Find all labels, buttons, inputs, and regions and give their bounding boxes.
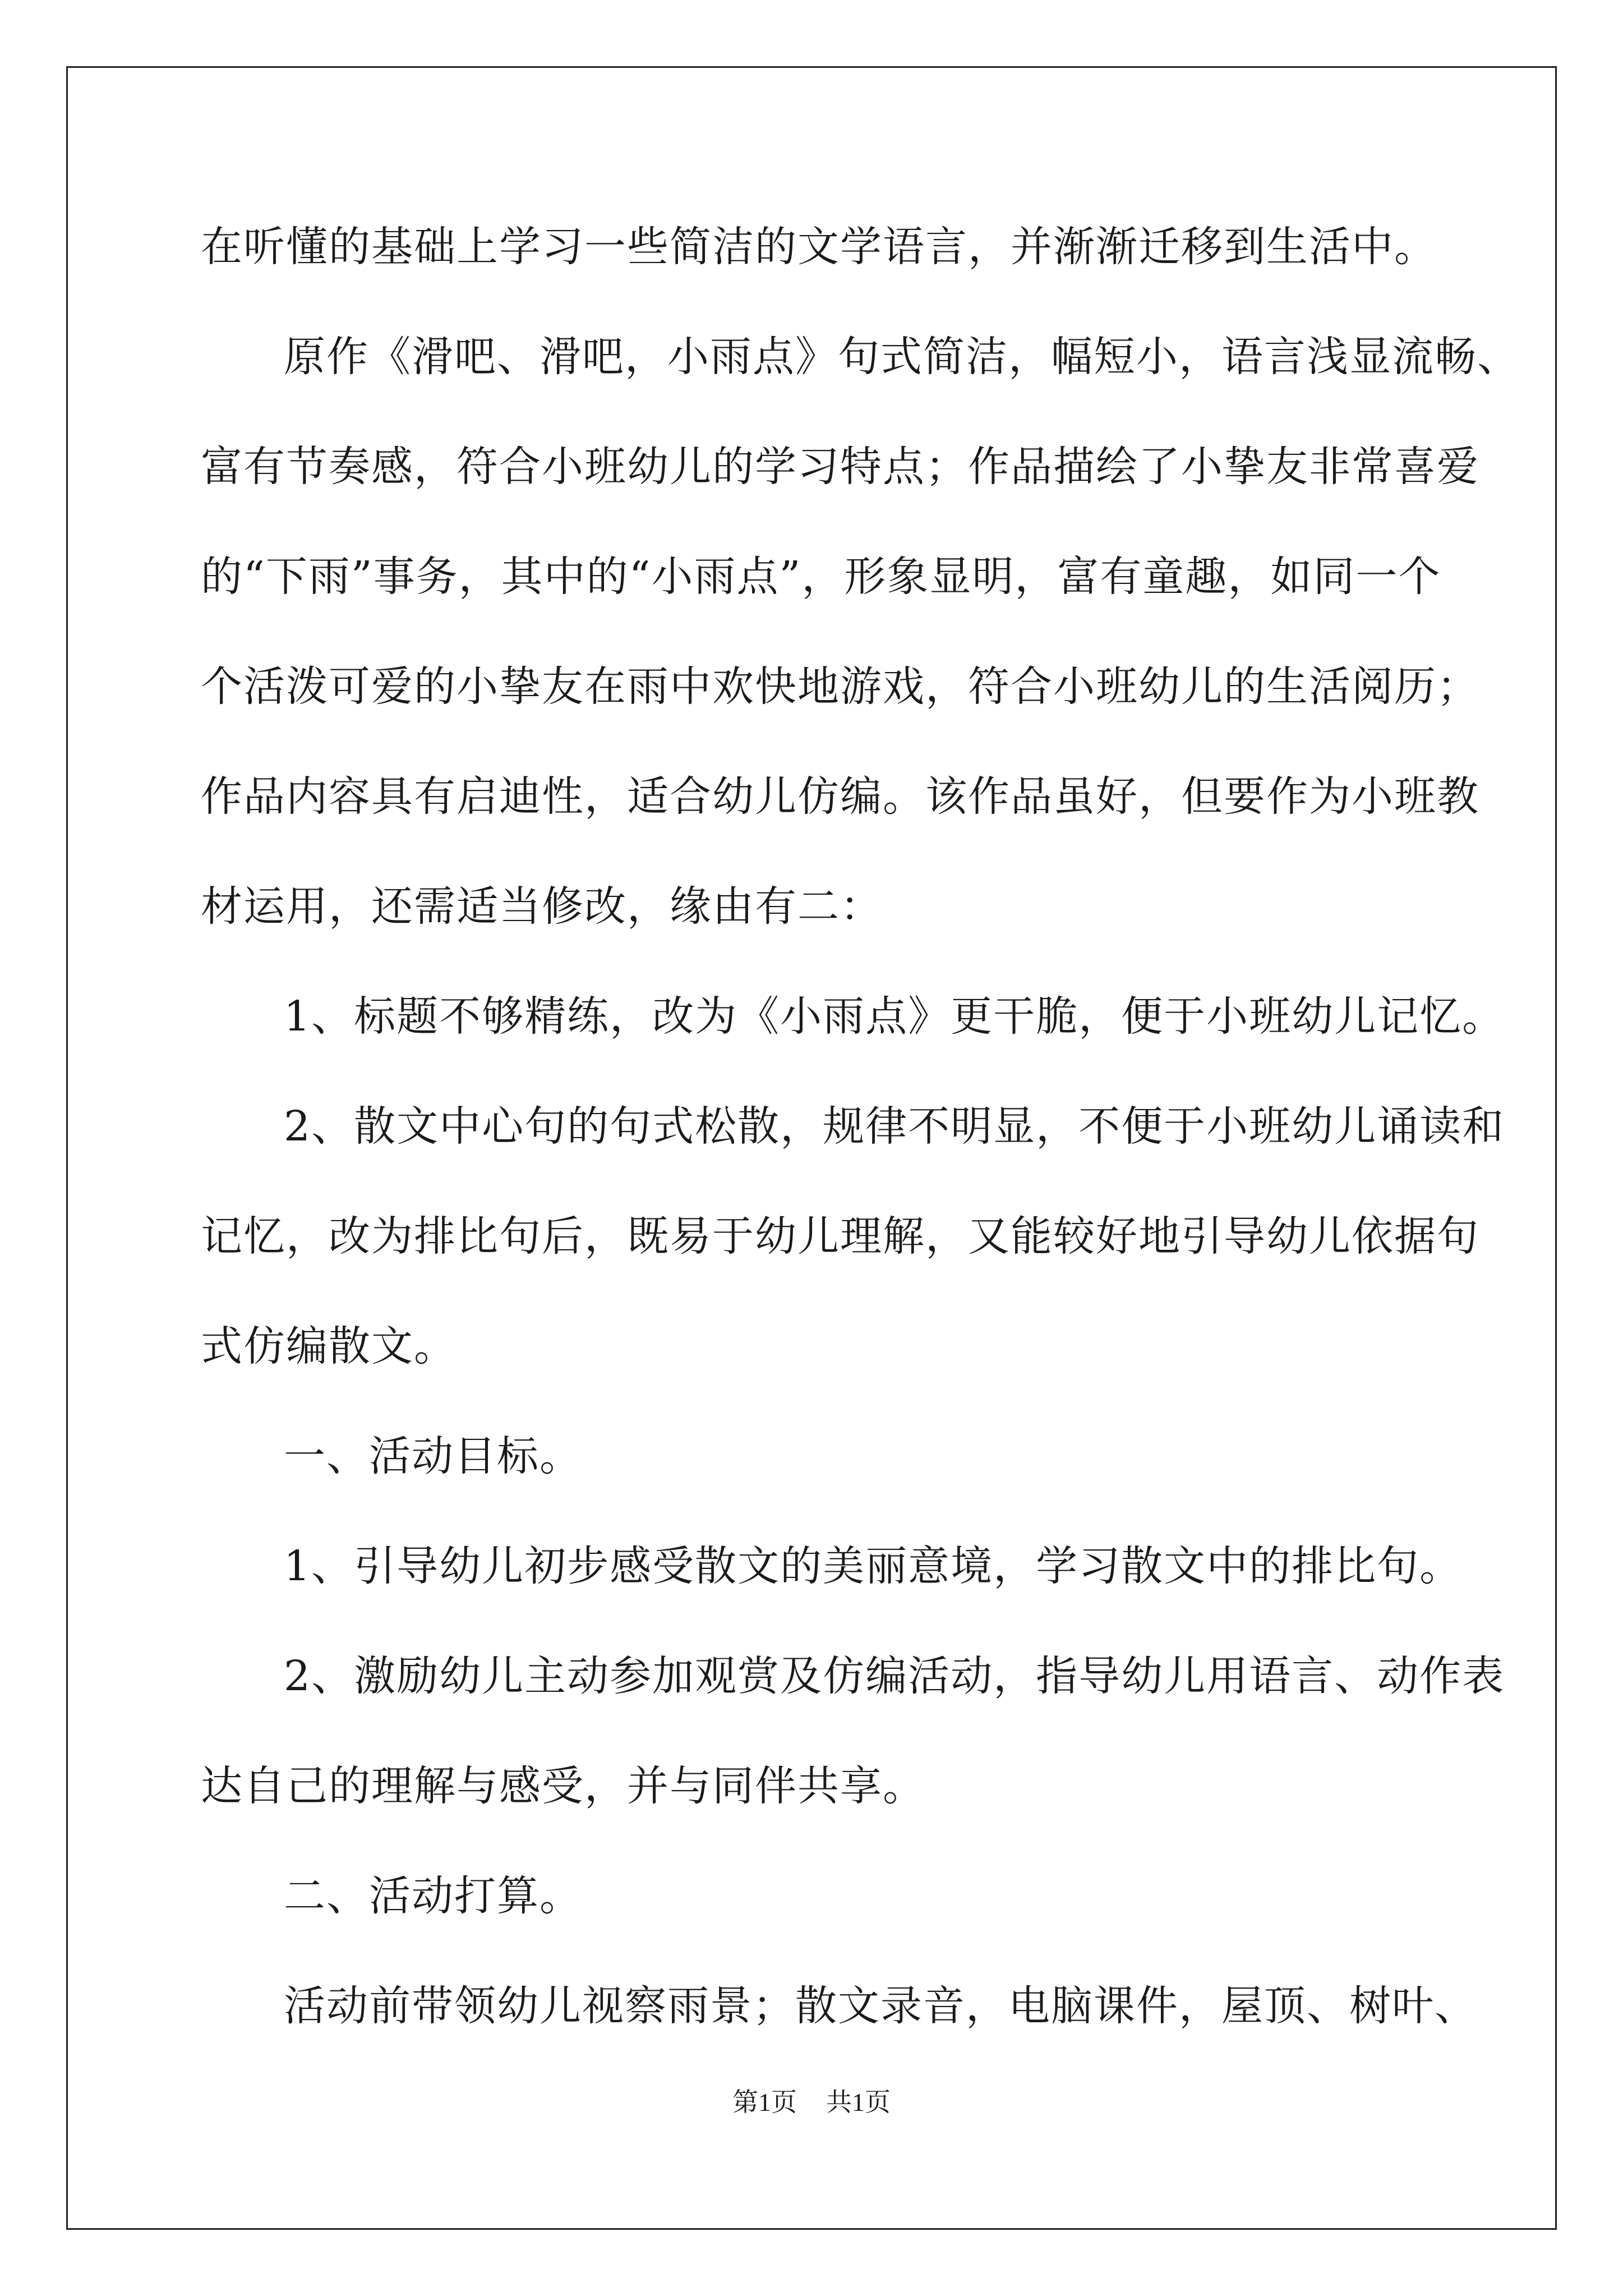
section-heading: 二、活动打算。 bbox=[284, 1872, 582, 1920]
text-line: 1、引导幼儿初步感受散文的美丽意境，学习散文中的排比句。 bbox=[284, 1542, 1463, 1590]
section-heading: 一、活动目标。 bbox=[284, 1432, 582, 1480]
text-line: 材运用，还需适当修改，缘由有二： bbox=[201, 882, 883, 931]
text-line: 原作《滑吧、滑吧，小雨点》句式简洁，幅短小，语言浅显流畅、 bbox=[284, 333, 1520, 381]
text-line: 2、激励幼儿主动参加观赏及仿编活动，指导幼儿用语言、动作表 bbox=[284, 1652, 1505, 1700]
text-line: 2、散文中心句的句式松散，规律不明显，不便于小班幼儿诵读和 bbox=[284, 1102, 1505, 1151]
text-line: 作品内容具有启迪性，适合幼儿仿编。该作品虽好，但要作为小班教 bbox=[201, 772, 1479, 821]
text-line: 记忆，改为排比句后，既易于幼儿理解，又能较好地引导幼儿依据句 bbox=[201, 1212, 1479, 1260]
page-footer bbox=[0, 2086, 1623, 2119]
page-number-total: 共1页 bbox=[826, 2088, 891, 2116]
text-line: 1、标题不够精练，改为《小雨点》更干脆，便于小班幼儿记忆。 bbox=[284, 992, 1505, 1041]
text-line: 富有节奏感，符合小班幼儿的学习特点；作品描绘了小挚友非常喜爱 bbox=[201, 443, 1479, 491]
text-line: 式仿编散文。 bbox=[201, 1322, 457, 1370]
text-line: 的“下雨”事务，其中的“小雨点”，形象显明，富有童趣，如同一个 bbox=[201, 553, 1441, 601]
text-line: 达自己的理解与感受，并与同伴共享。 bbox=[201, 1762, 925, 1810]
text-line: 个活泼可爱的小挚友在雨中欢快地游戏，符合小班幼儿的生活阅历； bbox=[201, 662, 1479, 711]
text-line: 活动前带领幼儿视察雨景；散文录音，电脑课件，屋顶、树叶、 bbox=[284, 1982, 1477, 2030]
text-line: 在听懂的基础上学习一些简洁的文学语言，并渐渐迁移到生活中。 bbox=[201, 223, 1437, 271]
page-number-current: 第1页 bbox=[732, 2088, 797, 2116]
